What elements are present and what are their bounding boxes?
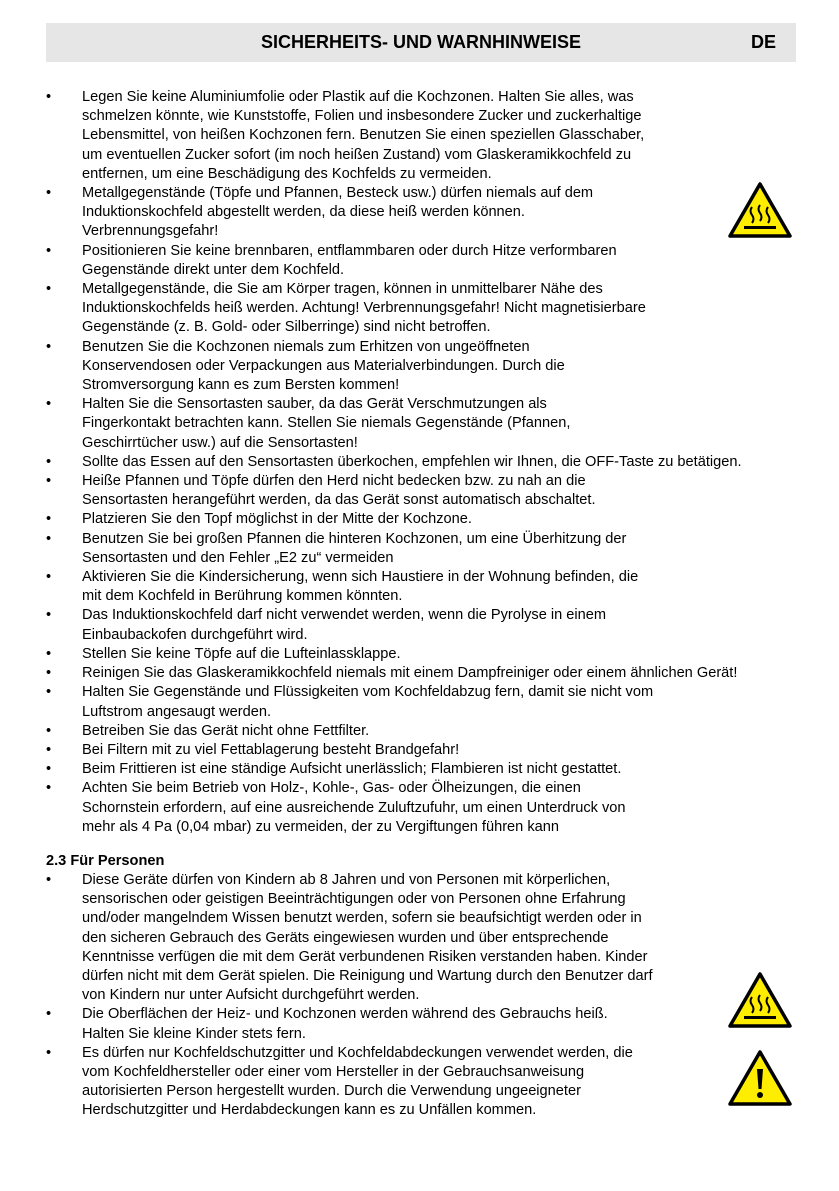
hot-surface-warning-icon	[727, 971, 793, 1029]
list-item	[46, 510, 826, 529]
general-warning-icon	[727, 1049, 793, 1107]
page-title: SICHERHEITS- UND WARNHINWEISE	[260, 32, 581, 52]
list-item	[46, 683, 826, 721]
persons-safety-list	[46, 871, 826, 1121]
bullet-icon: •	[46, 780, 52, 797]
list-item-text: Diese Geräte dürfen von Kindern ab 8 Jahren und von Personen mit körperlichen, sensorischen oder geistigen Beeinträchtigungen oder von Personen ohne Erfahrung und/oder mangelndem Wissen benutzt werden, sofern sie beaufsichtigt werden oder in den sicheren Gebrauch des Geräts eingewiesen wurden und über entsprechende Kenntnisse verfügen die mit dem Gerät verbundenen Risiken verstanden haben. Kinder dürfen nicht mit dem Gerät spielen. Die Reinigung und Wartung durch den Benutzer darf von Kindern nur unter Aufsicht durchgeführt werden.	[82, 872, 653, 1004]
list-item-text: Aktivieren Sie die Kindersicherung, wenn sich Haustiere in der Wohnung befinden, die mit dem Kochfeld in Berührung kommen könnten.	[82, 569, 639, 605]
list-item	[46, 664, 826, 683]
list-item	[46, 184, 826, 242]
bullet-icon: •	[46, 530, 52, 547]
bullet-icon: •	[46, 453, 52, 470]
language-code: DE	[750, 32, 776, 52]
list-item	[46, 530, 826, 568]
list-item	[46, 395, 826, 453]
list-item-text: Benutzen Sie die Kochzonen niemals zum Erhitzen von ungeöffneten Konservendosen oder Verpackungen aus Materialverbindungen. Durch die Stromversorgung kann es zum Bersten kommen!	[82, 338, 565, 394]
safety-list	[46, 88, 826, 837]
list-item-text: Die Oberflächen der Heiz- und Kochzonen werden während des Gebrauchs heiß. Halten Sie kleine Kinder stets fern.	[82, 1006, 608, 1042]
list-item	[46, 741, 826, 760]
list-item-text: Positionieren Sie keine brennbaren, entflammbaren oder durch Hitze verformbaren Gegenstände direkt unter dem Kochfeld.	[82, 242, 617, 278]
list-item-text: Stellen Sie keine Töpfe auf die Lufteinlassklappe.	[82, 645, 401, 662]
list-item	[46, 338, 826, 396]
list-item-text: Halten Sie Gegenstände und Flüssigkeiten vom Kochfeldabzug fern, damit sie nicht vom Luftstrom angesaugt werden.	[82, 684, 654, 720]
bullet-icon: •	[46, 89, 52, 105]
list-item-text: Das Induktionskochfeld darf nicht verwendet werden, wenn die Pyrolyse in einem Einbaubackofen durchgeführt wird.	[82, 607, 607, 643]
list-item	[46, 453, 826, 472]
list-item	[46, 871, 826, 1005]
list-item-text: Bei Filtern mit zu viel Fettablagerung besteht Brandgefahr!	[82, 741, 460, 758]
list-item	[46, 606, 826, 644]
list-item-text: Metallgegenstände (Töpfe und Pfannen, Besteck usw.) dürfen niemals auf dem Induktionskochfeld abgestellt werden, da diese heiß werden können. Verbrennungsgefahr!	[82, 185, 594, 240]
list-item-text: Betreiben Sie das Gerät nicht ohne Fettfilter.	[82, 722, 370, 739]
bullet-icon: •	[46, 607, 52, 624]
bullet-icon: •	[46, 396, 52, 413]
bullet-icon: •	[46, 1006, 52, 1023]
bullet-icon: •	[46, 665, 52, 682]
section-heading: 2.3 Für Personen	[46, 853, 165, 869]
hot-surface-warning-icon	[727, 181, 793, 239]
list-item-text: Halten Sie die Sensortasten sauber, da das Gerät Verschmutzungen als Fingerkontakt betrachten kann. Stellen Sie niemals Gegenstände (Pfannen, Geschirrtücher usw.) auf die Sensortasten!	[82, 396, 571, 451]
bullet-icon: •	[46, 761, 52, 778]
bullet-icon: •	[46, 473, 52, 490]
bullet-icon: •	[46, 741, 52, 758]
bullet-icon: •	[46, 1044, 52, 1061]
list-item-text: Benutzen Sie bei großen Pfannen die hinteren Kochzonen, um eine Überhitzung der Sensortasten und den Fehler „E2 zu“ vermeiden	[82, 530, 627, 566]
list-item-text: Heiße Pfannen und Töpfe dürfen den Herd nicht bedecken bzw. zu nah an die Sensortasten herangeführt werden, da das Gerät sonst automatisch abschaltet.	[82, 473, 596, 509]
list-item-text: Achten Sie beim Betrieb von Holz-, Kohle-, Gas- oder Ölheizungen, die einen Schornstein erfordern, auf eine ausreichende Zuluftzufuhr, um einen Unterdruck von mehr als 4 Pa (0,04 mbar) zu vermeiden, der zu Vergiftungen führen kann	[82, 780, 626, 835]
list-item	[46, 779, 826, 837]
list-item	[46, 242, 826, 280]
bullet-icon: •	[46, 185, 52, 202]
list-item-text: Reinigen Sie das Glaskeramikkochfeld niemals mit einem Dampfreiniger oder einem ähnlichen Gerät!	[82, 665, 738, 682]
list-item-text: Es dürfen nur Kochfeldschutzgitter und Kochfeldabdeckungen verwendet werden, die vom Kochfeldhersteller oder einer vom Hersteller in der Gebrauchsanweisung autorisierten Person hergestellt wurden. Durch die Verwendung ungeeigneter Herdschutzgitter und Herdabdeckungen kann es zu Unfällen kommen.	[82, 1044, 633, 1119]
bullet-icon: •	[46, 242, 52, 259]
bullet-icon: •	[46, 338, 52, 355]
list-item	[46, 1005, 826, 1043]
bullet-icon: •	[46, 684, 52, 701]
bullet-icon: •	[46, 645, 52, 662]
page-header	[46, 23, 796, 62]
list-item	[46, 88, 826, 184]
list-item	[46, 722, 826, 741]
bullet-icon: •	[46, 281, 52, 298]
list-item	[46, 1044, 826, 1121]
list-item	[46, 472, 826, 510]
list-item-text: Metallgegenstände, die Sie am Körper tragen, können in unmittelbarer Nähe des Induktionskochfelds heiß werden. Achtung! Verbrennungsgefahr! Nicht magnetisierbare Gegenstände (z. B. Gold- oder Silberringe) sind nicht betroffen.	[82, 281, 646, 336]
list-item-text: Sollte das Essen auf den Sensortasten überkochen, empfehlen wir Ihnen, die OFF-Taste zu betätigen.	[82, 453, 742, 470]
list-item	[46, 568, 826, 606]
bullet-icon: •	[46, 569, 52, 586]
list-item-text: Beim Frittieren ist eine ständige Aufsicht unerlässlich; Flambieren ist nicht gestattet.	[82, 761, 622, 778]
bullet-icon: •	[46, 511, 52, 528]
list-item-text: Legen Sie keine Aluminiumfolie oder Plastik auf die Kochzonen. Halten Sie alles, was schmelzen könnte, wie Kunststoffe, Folien und insbesondere Zucker und zuckerhaltige Lebensmittel, von heißen Kochzonen fern. Benutzen Sie einen speziellen Glasschaber, um eventuellen Zucker sofort (im noch heißen Zustand) vom Glaskeramikkochfeld zu entfernen, um eine Beschädigung des Kochfelds zu vermeiden.	[82, 89, 645, 182]
list-item	[46, 645, 826, 664]
list-item-text: Platzieren Sie den Topf möglichst in der Mitte der Kochzone.	[82, 511, 472, 528]
bullet-icon: •	[46, 722, 52, 739]
bullet-icon: •	[46, 872, 52, 888]
list-item	[46, 760, 826, 779]
list-item	[46, 280, 826, 338]
